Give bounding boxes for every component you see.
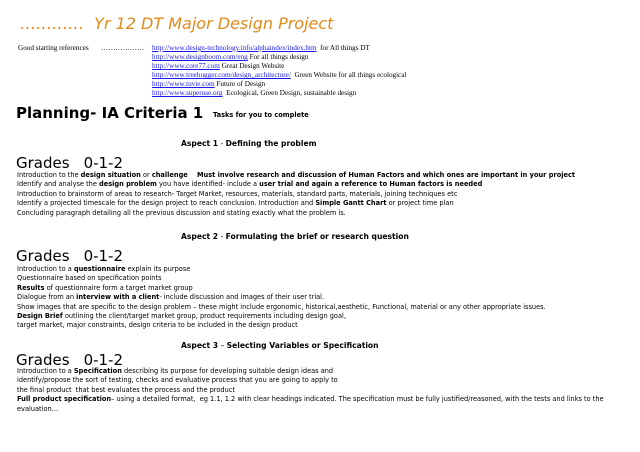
- criteria-line: [17, 180, 617, 189]
- criteria-text: or: [140, 171, 152, 179]
- grades-label: Grades: [16, 351, 70, 369]
- criteria-text: Dialogue from an: [17, 293, 77, 302]
- aspect-name: Selecting Variables or Specification: [226, 341, 379, 350]
- aspect-heading: [181, 341, 379, 350]
- criteria-line: [17, 303, 617, 312]
- criteria-text-bold: challenge: [151, 171, 188, 179]
- reference-description: For all things design: [247, 53, 309, 62]
- criteria-text: – using a detailed format, eg 1.1, 1.2 with clear headings indicated. The specification must be fully justified/reasoned, with the tests and links to the evaluation…: [17, 395, 606, 413]
- criteria-text-bold: Simple Gantt Chart: [315, 199, 387, 208]
- criteria-text-bold: design problem: [99, 180, 157, 189]
- criteria-text: Introduction to the: [17, 171, 81, 179]
- title-dots: …………: [20, 14, 84, 33]
- criteria-line: [17, 284, 617, 293]
- reference-description: Future of Design: [214, 80, 266, 89]
- aspect-separator: -: [218, 232, 226, 241]
- criteria-text: of questionnaire form a target market group: [44, 283, 193, 292]
- reference-item: [152, 80, 407, 89]
- aspect-heading: [181, 139, 317, 148]
- criteria-text-bold: design situation: [80, 171, 141, 179]
- criteria-text: identify/propose the sort of testing, checks and evaluative process that you are going to apply to: [17, 376, 338, 385]
- criteria-text: you have identified- include a: [156, 180, 260, 189]
- grades-label: Grades: [16, 247, 70, 265]
- references-dots: ………………: [101, 44, 145, 52]
- reference-item: [152, 71, 407, 80]
- criteria-text: Questionnaire based on specification points: [17, 274, 162, 283]
- grades-heading: [16, 247, 123, 265]
- criteria-text-bold: questionnaire: [73, 265, 126, 273]
- references-label: Good starting references: [18, 44, 89, 52]
- reference-description: for All things DT: [316, 44, 370, 52]
- criteria-text-bold: interview with a client: [76, 293, 160, 302]
- grades-range: 0-1-2: [83, 351, 124, 369]
- aspect-separator: –: [218, 341, 227, 350]
- reference-item: [152, 62, 407, 71]
- criteria-text: Introduction to a: [17, 367, 74, 375]
- criteria-line: [17, 209, 617, 218]
- criteria-text: outlining the client/target market group, product requirements including design goal,: [62, 312, 346, 321]
- reference-link[interactable]: http://www.design-technology.info/alphaindex/index.htm: [152, 44, 317, 52]
- criteria-line: [17, 321, 617, 330]
- criteria-line: [17, 312, 617, 321]
- criteria-text-bold: Full product specification: [17, 395, 112, 404]
- reference-description: Green Website for all things ecological: [290, 71, 407, 80]
- criteria-body: [17, 367, 617, 414]
- reference-item: [152, 53, 407, 62]
- criteria-text-bold: Must involve research and discussion of Human Factors and which ones are important in your project: [187, 171, 576, 179]
- criteria-line: [17, 171, 617, 180]
- criteria-text: target market, major constraints, design criteria to be included in the design product: [17, 321, 298, 330]
- grades-label: Grades: [16, 154, 70, 172]
- title-text: Yr 12 DT Major Design Project: [94, 14, 334, 33]
- reference-link[interactable]: http://www.tuvie.com: [152, 80, 215, 89]
- criteria-text-bold: user trial and again a reference to Human factors is needed: [259, 180, 483, 189]
- criteria-text: - include discussion and images of their user trial.: [159, 293, 325, 302]
- aspect-name: Formulating the brief or research question: [225, 232, 409, 241]
- criteria-text-bold: Results: [17, 283, 45, 292]
- tasks-subheading: Tasks for you to complete: [213, 111, 309, 119]
- criteria-line: [17, 376, 617, 385]
- criteria-text: Introduction to a: [17, 265, 74, 273]
- planning-heading: Planning- IA Criteria 1: [16, 104, 204, 122]
- criteria-text: or project time plan: [386, 199, 454, 208]
- criteria-text: describing its purpose for developing suitable design ideas and: [121, 367, 334, 375]
- criteria-line: [17, 190, 617, 199]
- criteria-body: [17, 265, 617, 331]
- aspect-name: Defining the problem: [225, 139, 317, 148]
- criteria-line: [17, 395, 617, 414]
- criteria-text: Show images that are specific to the design problem – these might include ergonomic, historical,aesthetic, Functional, material or any other appropriate issues.: [17, 302, 546, 311]
- criteria-line: [17, 274, 617, 283]
- references-list: [152, 44, 407, 99]
- aspect-separator: -: [218, 139, 226, 148]
- reference-link[interactable]: http://www.core77.com: [152, 62, 220, 71]
- reference-link[interactable]: http://www.treehugger.com/design_architecture/: [152, 71, 291, 80]
- aspect-heading: [181, 232, 409, 241]
- reference-link[interactable]: http://www.superuse.org: [152, 89, 223, 98]
- criteria-line: [17, 265, 617, 274]
- criteria-text: the final product that best evaluates the process and the product: [17, 385, 235, 394]
- grades-range: 0-1-2: [83, 154, 124, 172]
- criteria-text: Identify and analyse the: [17, 180, 99, 189]
- aspect-number: Aspect 3: [181, 341, 219, 350]
- criteria-text: Concluding paragraph detailing all the previous discussion and stating exactly what the problem is.: [17, 208, 346, 217]
- criteria-line: [17, 367, 617, 376]
- reference-link[interactable]: http://www.designboom.com/eng: [152, 53, 248, 62]
- criteria-body: [17, 171, 617, 218]
- criteria-text-bold: Specification: [73, 367, 122, 375]
- reference-description: Ecological, Green Design, sustainable design: [222, 89, 357, 98]
- criteria-text: explain its purpose: [125, 265, 191, 273]
- aspect-number: Aspect 1: [181, 139, 219, 148]
- grades-heading: [16, 154, 123, 172]
- criteria-text: Introduction to brainstorm of areas to research- Target Market, resources, materials, standard parts, materials, joining techniques etc: [17, 189, 458, 198]
- criteria-line: [17, 199, 617, 208]
- criteria-line: [17, 293, 617, 302]
- aspect-number: Aspect 2: [181, 232, 219, 241]
- reference-item: [152, 44, 407, 53]
- criteria-text: Identify a projected timescale for the design project to reach conclusion. Introduction and: [17, 199, 316, 208]
- reference-description: Great Design Website: [219, 62, 285, 71]
- criteria-line: [17, 386, 617, 395]
- reference-item: [152, 89, 407, 98]
- criteria-text-bold: Design Brief: [17, 312, 63, 321]
- document-title: [20, 14, 333, 33]
- grades-range: 0-1-2: [83, 247, 124, 265]
